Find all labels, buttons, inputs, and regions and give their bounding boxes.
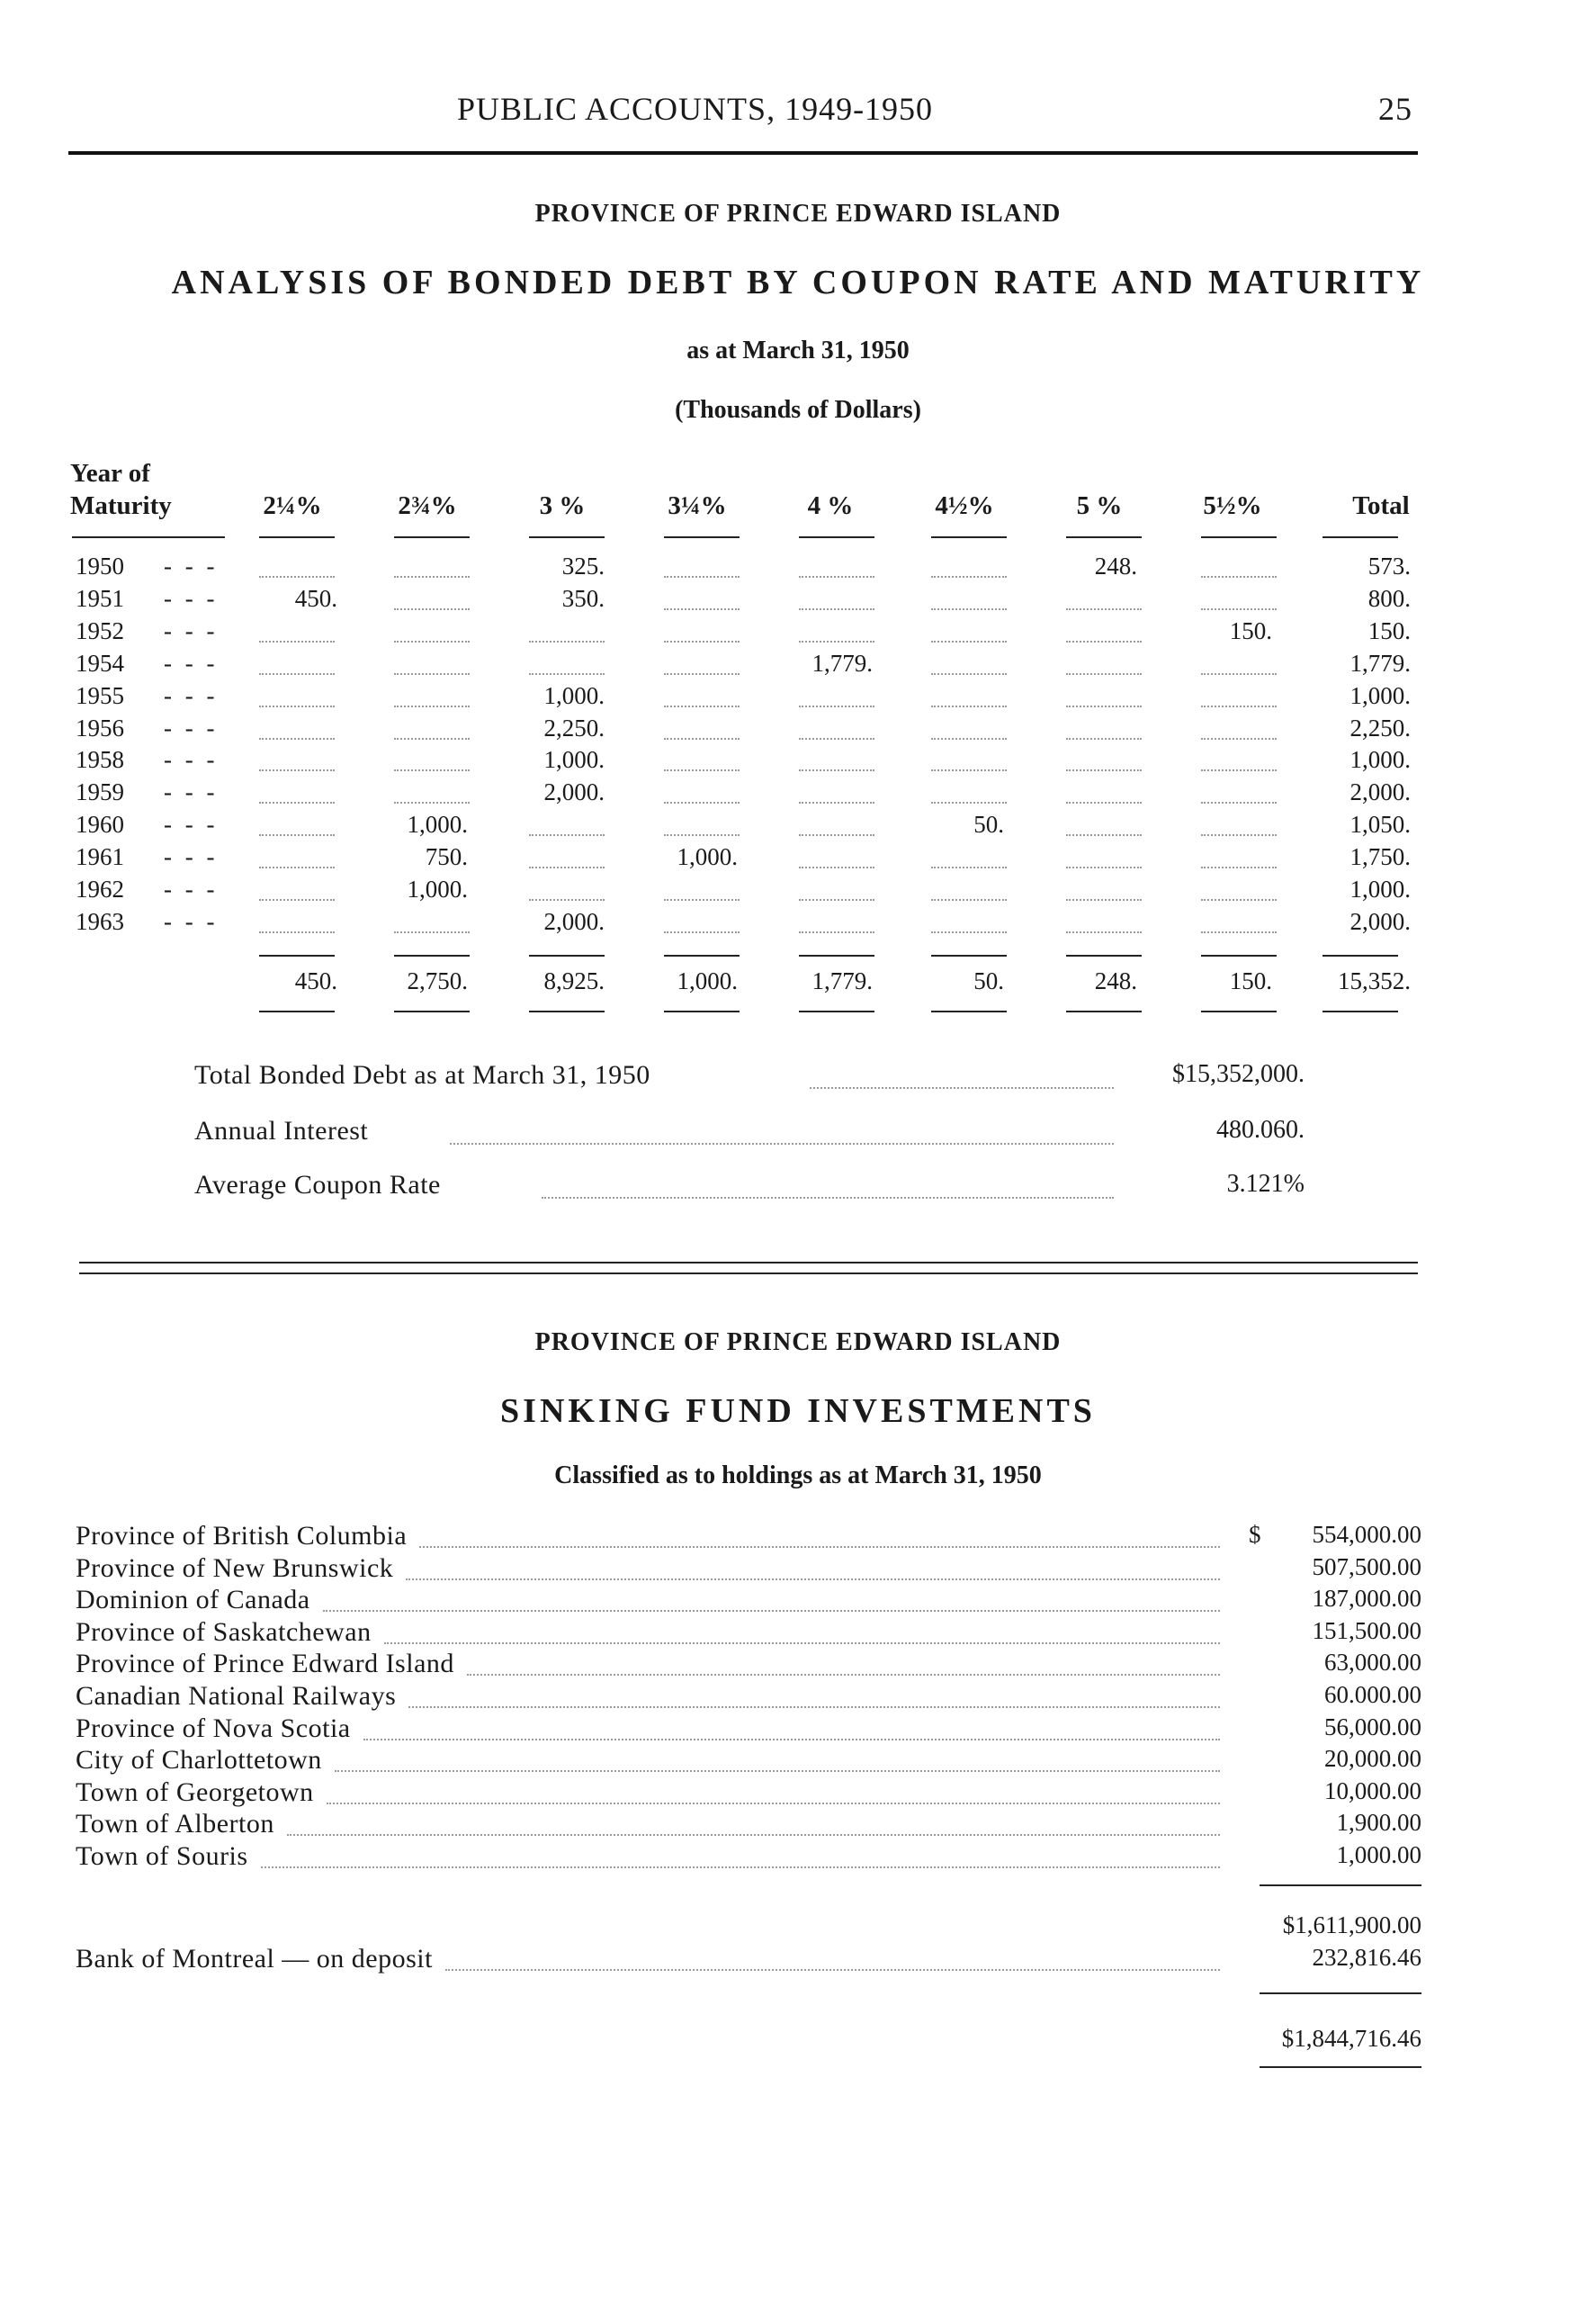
- year-cell: 1956: [76, 714, 124, 742]
- total-cell: 50.: [973, 967, 1004, 994]
- year-dashes: - - -: [164, 811, 219, 839]
- year-cell: 1955: [76, 681, 124, 709]
- year-header-line1: Year of: [70, 459, 150, 488]
- table-cell: 1,000.: [407, 811, 468, 839]
- leader-dots: [419, 1546, 1220, 1548]
- leader-dots: [931, 641, 1007, 643]
- leader-dots: [931, 576, 1007, 578]
- sinking-province-heading: PROVINCE OF PRINCE EDWARD ISLAND: [534, 1328, 1062, 1356]
- deposit-value: 232,816.46: [1312, 1943, 1421, 1971]
- leader-dots: [259, 834, 335, 836]
- leader-dots: [931, 769, 1007, 771]
- leader-dots: [259, 899, 335, 901]
- leader-dots: [394, 802, 470, 804]
- holding-value: 60.000.00: [1324, 1681, 1421, 1708]
- table-cell: 1,000.: [677, 843, 738, 871]
- leader-dots: [1201, 802, 1277, 804]
- leader-dots: [394, 641, 470, 643]
- leader-dots: [799, 641, 874, 643]
- leader-dots: [931, 673, 1007, 675]
- leader-dots: [259, 738, 335, 740]
- header-underline: [259, 536, 335, 538]
- table-cell: 1,779.: [1349, 649, 1411, 677]
- table-cell: 248.: [1094, 553, 1137, 580]
- holding-label: Province of Nova Scotia: [76, 1713, 351, 1743]
- header-underline: [799, 536, 874, 538]
- currency-mark: $: [1249, 1521, 1261, 1548]
- leader-dots: [363, 1739, 1220, 1740]
- leader-dots: [799, 899, 874, 901]
- leader-dots: [664, 673, 740, 675]
- debt-province-heading: PROVINCE OF PRINCE EDWARD ISLAND: [534, 200, 1062, 228]
- leader-dots: [394, 769, 470, 771]
- leader-dots: [406, 1578, 1220, 1580]
- total-cell: 2,750.: [407, 967, 468, 994]
- leader-dots: [323, 1610, 1220, 1612]
- total-cell: 1,000.: [677, 967, 738, 994]
- debt-as-at: as at March 31, 1950: [686, 337, 910, 364]
- total-cell: 8,925.: [543, 967, 605, 994]
- debt-units: (Thousands of Dollars): [675, 396, 921, 424]
- leader-dots: [1066, 738, 1142, 740]
- holding-value: 1,000.00: [1336, 1841, 1421, 1868]
- total-rule-below: [1066, 1011, 1142, 1012]
- grand-total-value: $1,844,716.46: [1281, 2024, 1421, 2052]
- total-rule-below: [931, 1011, 1007, 1012]
- running-title: PUBLIC ACCOUNTS, 1949-1950: [457, 91, 934, 127]
- year-dashes: - - -: [164, 778, 219, 806]
- section-separator-top: [79, 1262, 1418, 1263]
- year-dashes: - - -: [164, 876, 219, 903]
- leader-dots: [799, 769, 874, 771]
- table-cell: 2,000.: [543, 778, 605, 806]
- table-cell: 2,000.: [1349, 778, 1411, 806]
- header-underline: [529, 536, 605, 538]
- leader-dots: [287, 1834, 1220, 1836]
- year-dashes: - - -: [164, 616, 219, 644]
- holding-label: Dominion of Canada: [76, 1585, 310, 1615]
- leader-dots: [1201, 769, 1277, 771]
- header-underline: [1201, 536, 1277, 538]
- leader-dots: [1066, 673, 1142, 675]
- year-cell: 1958: [76, 746, 124, 774]
- leader-dots: [1066, 641, 1142, 643]
- grand-total-rule-above: [1260, 1992, 1421, 1994]
- holding-label: Province of New Brunswick: [76, 1552, 394, 1583]
- summary-label: Total Bonded Debt as at March 31, 1950: [194, 1060, 650, 1090]
- leader-dots: [1201, 576, 1277, 578]
- leader-dots: [529, 867, 605, 868]
- leader-dots: [335, 1770, 1220, 1772]
- total-rule-below: [1201, 1011, 1277, 1012]
- table-cell: 2,250.: [1349, 714, 1411, 742]
- leader-dots: [259, 931, 335, 933]
- holding-value: 151,500.00: [1312, 1616, 1421, 1644]
- holding-value: 507,500.00: [1312, 1552, 1421, 1580]
- year-dashes: - - -: [164, 649, 219, 677]
- summary-value: $15,352,000.: [1172, 1060, 1305, 1088]
- leader-dots: [664, 802, 740, 804]
- leader-dots: [1066, 706, 1142, 707]
- leader-dots: [1066, 931, 1142, 933]
- leader-dots: [542, 1197, 1114, 1199]
- leader-dots: [259, 706, 335, 707]
- leader-dots: [664, 641, 740, 643]
- leader-dots: [467, 1674, 1220, 1676]
- header-underline: [664, 536, 740, 538]
- leader-dots: [1066, 899, 1142, 901]
- leader-dots: [799, 576, 874, 578]
- debt-title: ANALYSIS OF BONDED DEBT BY COUPON RATE AND MATURITY: [171, 264, 1425, 301]
- holding-label: Province of Saskatchewan: [76, 1616, 372, 1647]
- holding-label: Town of Souris: [76, 1841, 248, 1871]
- leader-dots: [664, 834, 740, 836]
- leader-dots: [1201, 673, 1277, 675]
- leader-dots: [450, 1143, 1114, 1145]
- year-cell: 1961: [76, 843, 124, 871]
- holding-label: Province of Prince Edward Island: [76, 1649, 454, 1679]
- leader-dots: [445, 1969, 1220, 1971]
- table-cell: 50.: [973, 811, 1004, 839]
- total-rule-below: [664, 1011, 740, 1012]
- leader-dots: [408, 1706, 1220, 1708]
- holding-label: Canadian National Railways: [76, 1681, 397, 1711]
- year-dashes: - - -: [164, 907, 219, 935]
- holding-label: Town of Georgetown: [76, 1776, 314, 1807]
- header-rule: [68, 151, 1418, 155]
- year-dashes: - - -: [164, 584, 219, 612]
- summary-label: Annual Interest: [194, 1116, 369, 1146]
- leader-dots: [259, 673, 335, 675]
- table-cell: 450.: [294, 584, 337, 612]
- leader-dots: [799, 834, 874, 836]
- leader-dots: [1066, 867, 1142, 868]
- leader-dots: [1201, 706, 1277, 707]
- rate-header: 4½%: [935, 491, 994, 520]
- table-cell: 150.: [1229, 616, 1272, 644]
- summary-value: 3.121%: [1226, 1170, 1305, 1198]
- table-cell: 573.: [1367, 553, 1411, 580]
- rate-header: 2¼%: [263, 491, 322, 520]
- rate-header: 4 %: [807, 491, 854, 520]
- leader-dots: [1066, 769, 1142, 771]
- leader-dots: [810, 1087, 1114, 1089]
- holding-value: 20,000.00: [1324, 1745, 1421, 1773]
- leader-dots: [664, 738, 740, 740]
- leader-dots: [1201, 867, 1277, 868]
- total-rule-below: [529, 1011, 605, 1012]
- rate-header: 5½%: [1203, 491, 1262, 520]
- leader-dots: [931, 738, 1007, 740]
- year-cell: 1951: [76, 584, 124, 612]
- year-cell: 1950: [76, 553, 124, 580]
- leader-dots: [259, 802, 335, 804]
- leader-dots: [799, 738, 874, 740]
- table-cell: 325.: [561, 553, 605, 580]
- table-cell: 1,000.: [407, 876, 468, 903]
- subtotal-value: $1,611,900.00: [1282, 1911, 1421, 1938]
- leader-dots: [664, 706, 740, 707]
- leader-dots: [259, 576, 335, 578]
- table-cell: 2,000.: [543, 907, 605, 935]
- table-cell: 2,000.: [1349, 907, 1411, 935]
- total-rule-below: [259, 1011, 335, 1012]
- header-underline: [1323, 536, 1398, 538]
- header-underline: [394, 536, 470, 538]
- leader-dots: [1201, 608, 1277, 610]
- holding-value: 1,900.00: [1336, 1809, 1421, 1837]
- table-cell: 1,779.: [811, 649, 873, 677]
- grand-total-rule-below: [1260, 2066, 1421, 2068]
- holding-value: 63,000.00: [1324, 1649, 1421, 1677]
- table-cell: 1,000.: [543, 681, 605, 709]
- year-header-line2: Maturity: [70, 491, 172, 520]
- total-cell: 1,779.: [811, 967, 873, 994]
- leader-dots: [1201, 834, 1277, 836]
- year-cell: 1963: [76, 907, 124, 935]
- sinking-subtitle: Classified as to holdings as at March 31, 1950: [554, 1461, 1042, 1489]
- leader-dots: [1066, 834, 1142, 836]
- header-underline: [1066, 536, 1142, 538]
- leader-dots: [799, 867, 874, 868]
- rate-header: 5 %: [1076, 491, 1123, 520]
- leader-dots: [664, 931, 740, 933]
- leader-dots: [931, 867, 1007, 868]
- table-cell: 1,050.: [1349, 811, 1411, 839]
- total-rule-above: [931, 955, 1007, 957]
- holding-value: 554,000.00: [1312, 1521, 1421, 1548]
- holding-value: 56,000.00: [1324, 1713, 1421, 1740]
- year-dashes: - - -: [164, 714, 219, 742]
- leader-dots: [327, 1803, 1220, 1804]
- total-rule-above: [394, 955, 470, 957]
- leader-dots: [931, 706, 1007, 707]
- leader-dots: [394, 931, 470, 933]
- leader-dots: [799, 706, 874, 707]
- leader-dots: [394, 706, 470, 707]
- leader-dots: [664, 576, 740, 578]
- leader-dots: [384, 1642, 1220, 1644]
- leader-dots: [394, 673, 470, 675]
- total-rule-above: [1201, 955, 1277, 957]
- leader-dots: [1201, 899, 1277, 901]
- total-rule-above: [799, 955, 874, 957]
- leader-dots: [394, 738, 470, 740]
- table-cell: 150.: [1367, 616, 1411, 644]
- subtotal-rule: [1260, 1884, 1421, 1886]
- holding-value: 10,000.00: [1324, 1776, 1421, 1804]
- year-dashes: - - -: [164, 681, 219, 709]
- table-cell: 1,000.: [1349, 876, 1411, 903]
- table-cell: 800.: [1367, 584, 1411, 612]
- summary-value: 480.060.: [1216, 1116, 1305, 1144]
- total-rule-above: [1066, 955, 1142, 957]
- total-cell: 150.: [1229, 967, 1272, 994]
- total-rule-above: [664, 955, 740, 957]
- year-cell: 1954: [76, 649, 124, 677]
- year-dashes: - - -: [164, 746, 219, 774]
- leader-dots: [259, 641, 335, 643]
- leader-dots: [529, 834, 605, 836]
- holding-value: 187,000.00: [1312, 1585, 1421, 1613]
- year-dashes: - - -: [164, 553, 219, 580]
- leader-dots: [664, 899, 740, 901]
- total-rule-below: [1323, 1011, 1398, 1012]
- total-cell: 15,352.: [1338, 967, 1411, 994]
- holding-label: Town of Alberton: [76, 1809, 274, 1839]
- total-cell: 248.: [1094, 967, 1137, 994]
- leader-dots: [394, 576, 470, 578]
- leader-dots: [529, 899, 605, 901]
- leader-dots: [664, 608, 740, 610]
- table-cell: 1,000.: [1349, 746, 1411, 774]
- page-number: 25: [1378, 91, 1412, 127]
- leader-dots: [799, 802, 874, 804]
- rate-header: 2¾%: [398, 491, 457, 520]
- sinking-title: SINKING FUND INVESTMENTS: [500, 1392, 1096, 1430]
- leader-dots: [799, 931, 874, 933]
- total-rule-below: [799, 1011, 874, 1012]
- leader-dots: [931, 802, 1007, 804]
- table-cell: 1,750.: [1349, 843, 1411, 871]
- year-cell: 1952: [76, 616, 124, 644]
- rate-header: 3 %: [539, 491, 586, 520]
- total-rule-below: [394, 1011, 470, 1012]
- leader-dots: [664, 769, 740, 771]
- leader-dots: [529, 673, 605, 675]
- leader-dots: [931, 931, 1007, 933]
- leader-dots: [259, 867, 335, 868]
- leader-dots: [1066, 802, 1142, 804]
- leader-dots: [261, 1866, 1220, 1868]
- total-rule-above: [1323, 955, 1398, 957]
- year-cell: 1960: [76, 811, 124, 839]
- holding-label: Province of British Columbia: [76, 1521, 408, 1551]
- table-cell: 1,000.: [543, 746, 605, 774]
- total-rule-above: [259, 955, 335, 957]
- leader-dots: [259, 769, 335, 771]
- table-cell: 1,000.: [1349, 681, 1411, 709]
- leader-dots: [529, 641, 605, 643]
- leader-dots: [799, 608, 874, 610]
- year-cell: 1959: [76, 778, 124, 806]
- year-cell: 1962: [76, 876, 124, 903]
- leader-dots: [394, 608, 470, 610]
- summary-label: Average Coupon Rate: [194, 1170, 441, 1200]
- leader-dots: [1201, 738, 1277, 740]
- total-cell: 450.: [294, 967, 337, 994]
- holding-label: City of Charlottetown: [76, 1745, 322, 1776]
- rate-header: Total: [1352, 491, 1410, 520]
- leader-dots: [1066, 608, 1142, 610]
- table-cell: 2,250.: [543, 714, 605, 742]
- leader-dots: [931, 608, 1007, 610]
- table-cell: 350.: [561, 584, 605, 612]
- year-dashes: - - -: [164, 843, 219, 871]
- section-separator-bottom: [79, 1272, 1418, 1274]
- table-cell: 750.: [425, 843, 468, 871]
- total-rule-above: [529, 955, 605, 957]
- leader-dots: [1201, 931, 1277, 933]
- header-underline: [931, 536, 1007, 538]
- year-header-underline: [72, 536, 225, 538]
- rate-header: 3¼%: [668, 491, 727, 520]
- deposit-label: Bank of Montreal — on deposit: [76, 1943, 433, 1974]
- leader-dots: [931, 899, 1007, 901]
